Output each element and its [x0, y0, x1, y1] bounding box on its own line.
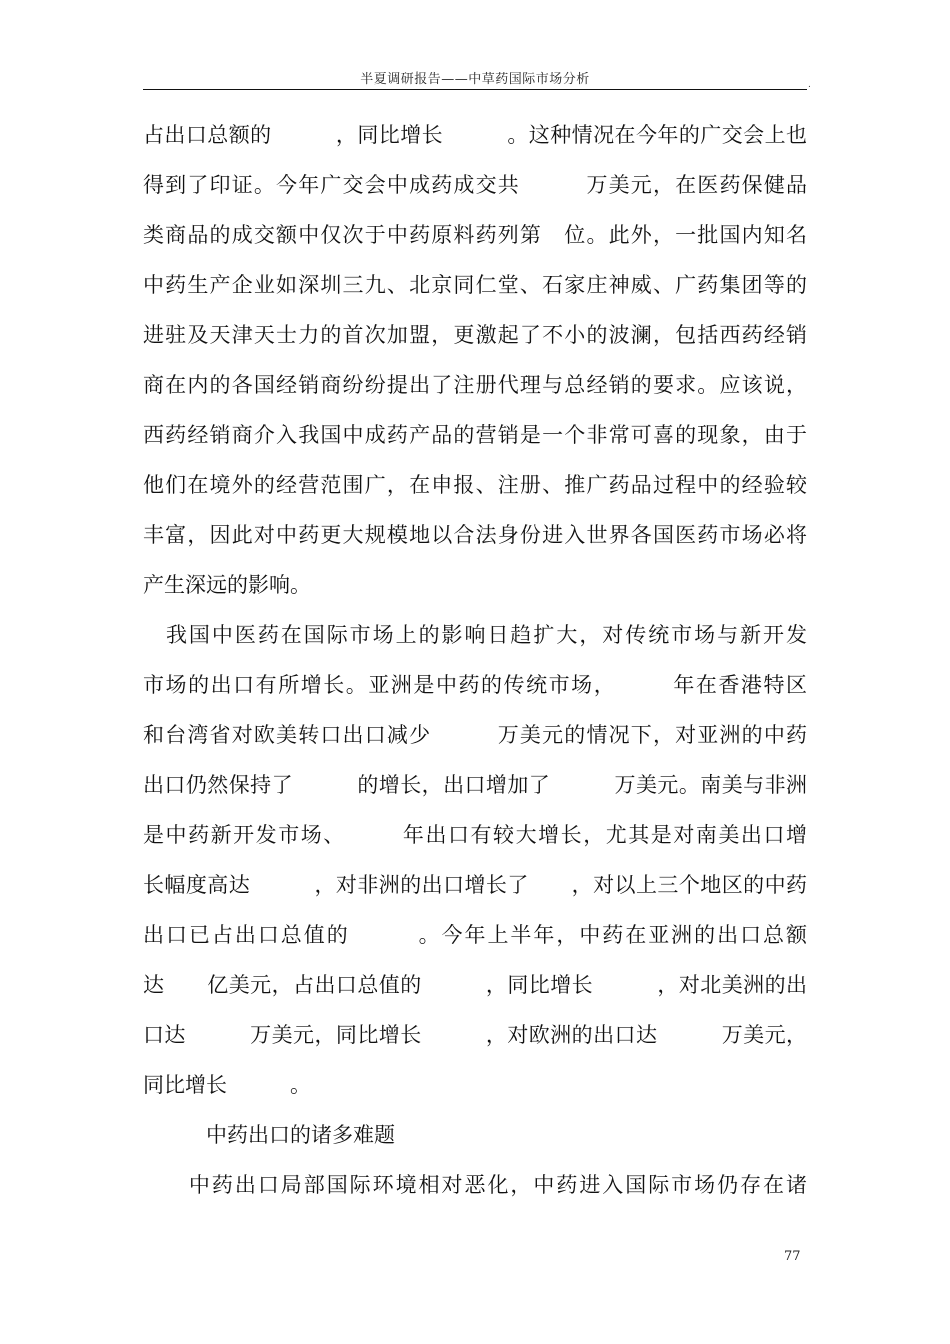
text-line: 同比增长 。 [143, 1073, 311, 1097]
text-line: 类商品的成交额中仅次于中药原料药列第 位。此外，一批国内知名 [143, 223, 807, 247]
header-rule [143, 89, 807, 90]
header-mark: . [808, 80, 811, 90]
text-line: 商在内的各国经销商纷纷提出了注册代理与总经销的要求。应该说， [143, 373, 807, 397]
text-line: 口达 万美元，同比增长 ，对欧洲的出口达 万美元， [143, 1023, 807, 1047]
text-line: 中药生产企业如深圳三九、北京同仁堂、石家庄神威、广药集团等的 [143, 273, 807, 297]
text-line: 进驻及天津天士力的首次加盟，更激起了不小的波澜，包括西药经销 [143, 323, 807, 347]
running-header: 半夏调研报告——中草药国际市场分析 [360, 72, 590, 87]
text-line: 西药经销商介入我国中成药产品的营销是一个非常可喜的现象，由于 [143, 423, 807, 447]
section-heading: 中药出口的诸多难题 [143, 1123, 395, 1147]
text-line: 产生深远的影响。 [143, 573, 311, 597]
text-line: 是中药新开发市场、 年出口有较大增长，尤其是对南美出口增 [143, 823, 807, 847]
text-line: 达 亿美元，占出口总值的 ，同比增长 ，对北美洲的出 [143, 973, 807, 997]
text-line: 我国中医药在国际市场上的影响日趋扩大，对传统市场与新开发 [143, 623, 807, 647]
page-number: 77 [784, 1249, 801, 1264]
text-line: 和台湾省对欧美转口出口减少 万美元的情况下，对亚洲的中药 [143, 723, 807, 747]
text-line: 中药出口局部国际环境相对恶化，中药进入国际市场仍存在诸 [143, 1173, 807, 1197]
text-line: 丰富，因此对中药更大规模地以合法身份进入世界各国医药市场必将 [143, 523, 807, 547]
text-line: 出口已占出口总值的 。今年上半年，中药在亚洲的出口总额 [143, 923, 807, 947]
body-text [143, 110, 807, 1210]
text-line: 出口仍然保持了 的增长，出口增加了 万美元。南美与非洲 [143, 773, 807, 797]
text-line: 他们在境外的经营范围广，在申报、注册、推广药品过程中的经验较 [143, 473, 807, 497]
text-line: 占出口总额的 ，同比增长 。这种情况在今年的广交会上也 [143, 123, 807, 147]
text-line: 得到了印证。今年广交会中成药成交共 万美元，在医药保健品 [143, 173, 807, 197]
text-line: 长幅度高达 ，对非洲的出口增长了 ，对以上三个地区的中药 [143, 873, 807, 897]
text-line: 市场的出口有所增长。亚洲是中药的传统市场， 年在香港特区 [143, 673, 807, 697]
